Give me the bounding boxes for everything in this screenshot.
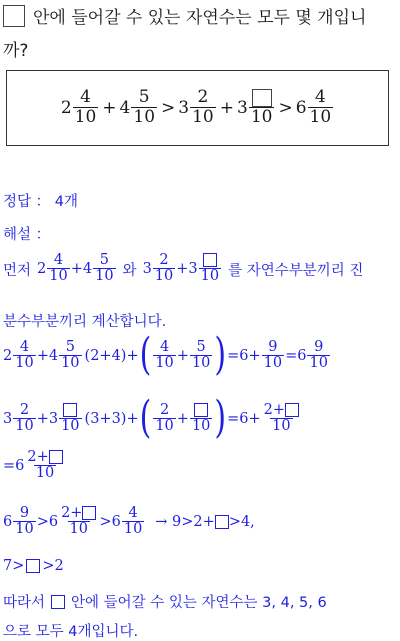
- expression: =6: [285, 348, 307, 365]
- denominator: 10: [191, 355, 211, 372]
- text: 먼저: [3, 262, 32, 279]
- conclusion-line-1: [3, 591, 327, 612]
- blank-box-icon: [3, 5, 25, 27]
- greater-than-sign: >: [36, 514, 49, 531]
- denominator: 10: [200, 268, 220, 285]
- plus-sign: +: [70, 261, 83, 278]
- numerator: 4: [19, 339, 30, 355]
- numerator: 2: [197, 87, 209, 108]
- blank-box-icon: [26, 559, 40, 573]
- numerator: 4: [53, 252, 64, 268]
- mixed-whole: 2: [37, 261, 47, 278]
- expression: >2: [42, 558, 64, 574]
- blank-box-icon: [203, 253, 217, 267]
- numerator: 9: [268, 339, 278, 355]
- blank-box-icon: [285, 403, 299, 417]
- mixed-whole: 4: [82, 261, 93, 278]
- numerator: 2: [159, 252, 169, 268]
- text: 를 자연수부분끼리 진: [228, 262, 364, 279]
- arrow-expression: → 9>2+: [155, 514, 215, 531]
- numerator: 9: [19, 505, 30, 521]
- plus-sign: +: [36, 411, 49, 428]
- denominator: 10: [15, 355, 34, 372]
- mixed-whole: 3: [3, 411, 13, 428]
- greater-than-sign: >: [161, 98, 176, 118]
- plus-sign: +: [102, 98, 117, 118]
- denominator: 10: [95, 268, 114, 285]
- denominator: 10: [133, 107, 156, 128]
- numerator: 4: [128, 505, 138, 521]
- numerator: 2: [19, 402, 30, 418]
- plus-sign: +: [219, 98, 234, 118]
- denominator: 10: [309, 355, 328, 372]
- numerator-text: 2+: [61, 505, 83, 521]
- plus-sign: +: [176, 348, 189, 365]
- denominator: 10: [192, 107, 214, 128]
- denominator: 10: [61, 355, 80, 372]
- denominator: 10: [61, 418, 80, 435]
- numerator-text: 2+: [263, 402, 286, 418]
- blank-box-icon: [49, 450, 63, 464]
- numerator: 5: [196, 339, 206, 355]
- mixed-whole: 4: [119, 98, 131, 118]
- denominator: 10: [250, 107, 273, 128]
- explanation-label: 해설 ：: [3, 227, 51, 243]
- denominator: 10: [49, 268, 68, 285]
- numerator: 2: [159, 402, 170, 418]
- numerator-text: 2+: [27, 449, 49, 465]
- greater-than-sign: >: [99, 514, 112, 531]
- text: 안에 들어갈 수 있는 자연수는 3, 4, 5, 6: [71, 595, 327, 611]
- blank-box-icon: [252, 89, 272, 107]
- inequality-chain: [3, 506, 255, 538]
- expression: (3+3)+: [84, 411, 139, 428]
- numerator: 5: [138, 87, 150, 108]
- text: 따라서: [3, 595, 46, 611]
- equation-2: [3, 392, 302, 444]
- question-line-2: 까?: [3, 41, 29, 61]
- plus-sign: +: [176, 261, 189, 278]
- expression: 7>: [3, 558, 25, 574]
- numerator: 5: [99, 252, 109, 268]
- numerator: 5: [65, 339, 75, 355]
- denominator: 10: [15, 418, 34, 435]
- greater-than-sign: >: [278, 98, 293, 118]
- blank-box-icon: [215, 515, 229, 529]
- expression: (2+4)+: [84, 348, 139, 365]
- denominator: 10: [155, 418, 174, 435]
- denominator: 10: [191, 418, 211, 435]
- left-paren: (: [139, 392, 152, 444]
- right-paren: ): [214, 329, 227, 381]
- blank-box-icon: [194, 403, 208, 417]
- mixed-whole: 3: [188, 261, 198, 278]
- solution-line-1: [3, 253, 363, 285]
- denominator: 10: [263, 355, 283, 372]
- right-paren: ): [214, 392, 227, 444]
- blank-box-icon: [51, 595, 65, 609]
- mixed-whole: 2: [60, 98, 72, 118]
- problem-box: [6, 70, 389, 146]
- mixed-whole: 6: [3, 514, 13, 531]
- denominator: 10: [74, 107, 97, 128]
- denominator: 10: [154, 268, 174, 285]
- denominator: 10: [272, 418, 291, 435]
- left-paren: (: [139, 329, 152, 381]
- mixed-whole: 6: [295, 98, 307, 118]
- denominator: 10: [35, 465, 55, 482]
- expression: =6: [3, 458, 25, 475]
- mixed-whole: 4: [48, 348, 59, 365]
- mixed-whole: 3: [48, 411, 59, 428]
- equation-3: [3, 450, 66, 482]
- solution-line-2: 분수부분끼리 계산합니다.: [3, 314, 167, 330]
- conclusion-line-2: 으로 모두 4개입니다.: [3, 624, 139, 640]
- denominator: 10: [309, 107, 332, 128]
- numerator: 4: [80, 87, 91, 108]
- mixed-whole: 3: [236, 98, 248, 118]
- denominator: 10: [155, 355, 174, 372]
- blank-box-icon: [82, 506, 96, 520]
- expression: =6+: [227, 348, 261, 365]
- expression: >4,: [228, 514, 255, 531]
- question-line-1: 안에 들어갈 수 있는 자연수는 모두 몇 개입니: [33, 8, 367, 28]
- expression: =6+: [227, 411, 261, 428]
- plus-sign: +: [36, 348, 49, 365]
- result-line: [3, 558, 64, 574]
- numerator: 4: [314, 87, 326, 108]
- answer-label: 정답 ： 4개: [3, 194, 78, 210]
- text: 와: [122, 262, 137, 279]
- mixed-whole: 6: [48, 514, 59, 531]
- denominator: 10: [69, 521, 88, 538]
- equation-1: [3, 329, 331, 381]
- mixed-whole: 3: [142, 261, 152, 278]
- denominator: 10: [123, 521, 143, 538]
- mixed-whole: 6: [111, 514, 121, 531]
- plus-sign: +: [176, 411, 189, 428]
- question-text: [3, 3, 366, 28]
- denominator: 10: [15, 521, 34, 538]
- blank-box-icon: [63, 403, 77, 417]
- numerator: 4: [159, 339, 170, 355]
- mixed-whole: 3: [178, 98, 190, 118]
- numerator: 9: [314, 339, 324, 355]
- mixed-whole: 2: [3, 348, 13, 365]
